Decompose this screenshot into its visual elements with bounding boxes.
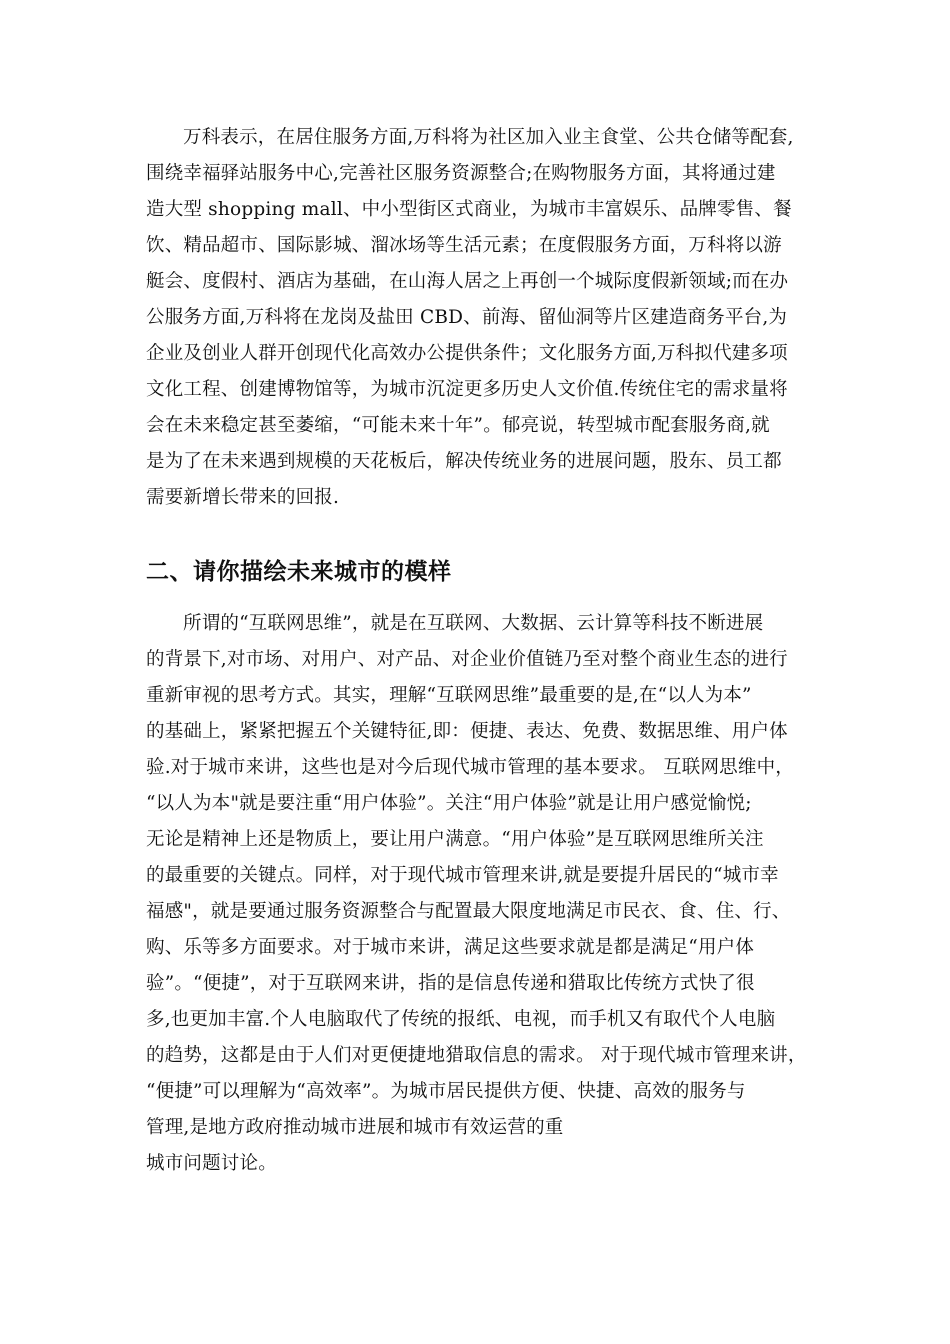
paragraph-line: 文化工程、创建博物馆等，为城市沉淀更多历史人文价值.传统住宅的需求量将	[146, 379, 788, 400]
paragraph-line: 艇会、度假村、酒店为基础，在山海人居之上再创一个城际度假新领域;而在办	[146, 271, 789, 292]
paragraph-line: 公服务方面,万科将在龙岗及盐田 CBD、前海、留仙洞等片区建造商务平台,为	[146, 307, 788, 328]
paragraph-line: 的最重要的关键点。同样，对于现代城市管理来讲,就是要提升居民的“城市幸	[146, 865, 779, 886]
paragraph-line: 的背景下,对市场、对用户、对产品、对企业价值链乃至对整个商业生态的进行	[146, 649, 788, 670]
paragraph-line: 购、乐等多方面要求。对于城市来讲，满足这些要求就是都是满足“用户体	[146, 937, 755, 958]
paragraph-line: 管理,是地方政府推动城市进展和城市有效运营的重	[146, 1117, 564, 1138]
paragraph-line: 所谓的“互联网思维”，就是在互联网、大数据、云计算等科技不断进展	[183, 613, 764, 634]
paragraph-line: 是为了在未来遇到规模的天花板后，解决传统业务的进展问题，股东、员工都	[146, 451, 782, 472]
paragraph-line: 需要新增长带来的回报.	[146, 487, 340, 508]
paragraph-line: “便捷”可以理解为“高效率”。为城市居民提供方便、快捷、高效的服务与	[146, 1081, 746, 1102]
paragraph-line: 城市问题讨论。	[146, 1153, 277, 1174]
paragraph-line: 的趋势，这都是由于人们对更便捷地猎取信息的需求。 对于现代城市管理来讲，	[146, 1045, 807, 1066]
paragraph-line: 企业及创业人群开创现代化高效办公提供条件；文化服务方面,万科拟代建多项	[146, 343, 788, 364]
paragraph-line: 的基础上，紧紧把握五个关键特征,即：便捷、表达、免费、数据思维、用户体	[146, 721, 788, 742]
paragraph-line: 无论是精神上还是物质上，要让用户满意。“用户体验”是互联网思维所关注	[146, 829, 764, 850]
paragraph-line: 重新审视的思考方式。其实，理解“互联网思维”最重要的是,在“以人为本”	[146, 685, 752, 706]
paragraph-line: 造大型 shopping mall、中小型街区式商业，为城市丰富娱乐、品牌零售、餐	[146, 199, 792, 220]
section-heading: 二、请你描绘未来城市的模样	[146, 559, 452, 585]
paragraph-line: “以人为本"就是要注重“用户体验”。关注“用户体验”就是让用户感觉愉悦;	[146, 793, 752, 814]
paragraph-line: 万科表示，在居住服务方面,万科将为社区加入业主食堂、公共仓储等配套,	[183, 127, 794, 148]
paragraph-line: 会在未来稳定甚至萎缩，“可能未来十年”。郁亮说，转型城市配套服务商,就	[146, 415, 770, 436]
paragraph-line: 饮、精品超市、国际影城、溜冰场等生活元素；在度假服务方面，万科将以游	[146, 235, 782, 256]
paragraph-line: 多,也更加丰富.个人电脑取代了传统的报纸、电视，而手机又有取代个人电脑	[146, 1009, 776, 1030]
paragraph-line: 福感"，就是要通过服务资源整合与配置最大限度地满足市民衣、食、住、行、	[146, 901, 791, 922]
paragraph-line: 围绕幸福驿站服务中心,完善社区服务资源整合;在购物服务方面，其将通过建	[146, 163, 776, 184]
paragraph-line: 验.对于城市来讲，这些也是对今后现代城市管理的基本要求。 互联网思维中，	[146, 757, 794, 778]
paragraph-line: 验”。“便捷”，对于互联网来讲，指的是信息传递和猎取比传统方式快了很	[146, 973, 755, 994]
